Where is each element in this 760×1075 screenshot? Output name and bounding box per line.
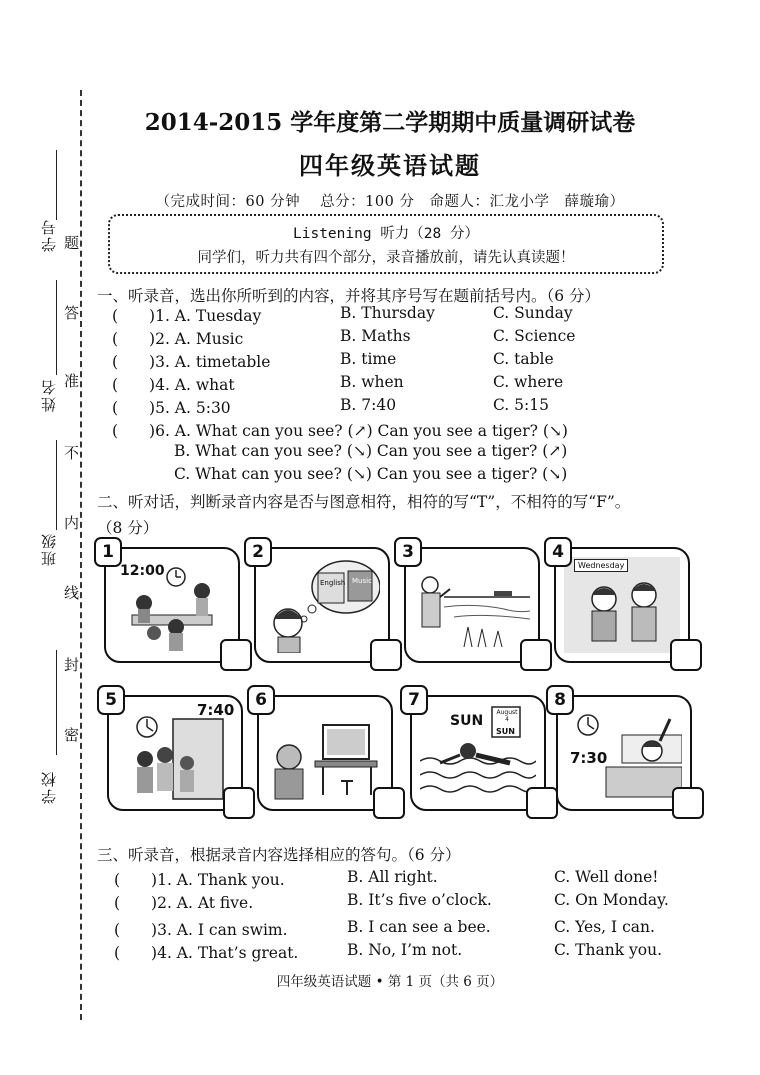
s3-q2-c: C. On Monday. [554, 891, 669, 909]
s1-q1-a[interactable]: ( )1. A. Tuesday [112, 307, 262, 325]
picture-6 [255, 690, 393, 811]
picture-7-calendar-day: SUN [496, 727, 515, 736]
picture-8-answer-box[interactable] [672, 787, 704, 819]
s1-q3-b: B. time [340, 350, 397, 368]
s1-q6-c: C. What can you see? (↘) Can you see a tiger? (↘) [174, 465, 568, 483]
listening-title: Listening 听力（28 分） [293, 226, 479, 242]
picture-7 [408, 690, 546, 811]
s1-q4-b: B. when [340, 373, 404, 391]
picture-7-sun-label: SUN [450, 713, 484, 729]
name-label: 姓名 [40, 378, 58, 412]
s1-q5-c: C. 5:15 [493, 396, 549, 414]
picture-2-answer-box[interactable] [370, 639, 402, 671]
picture-5-answer-box[interactable] [223, 787, 255, 819]
s3-q1-b: B. All right. [347, 868, 438, 886]
s1-q4-c: C. where [493, 373, 564, 391]
picture-2-book-label-2: Music [352, 577, 372, 585]
class-label: 班级 [40, 532, 58, 566]
picture-7-number: 7 [400, 685, 428, 715]
picture-6-answer-box[interactable] [373, 787, 405, 819]
picture-8 [554, 690, 692, 811]
exam-title: 2014-2015 学年度第二学期期中质量调研试卷 [144, 109, 636, 136]
listening-instruction: 同学们，听力共有四个部分，录音播放前，请先认真读题！ [197, 250, 575, 266]
s3-q4-c: C. Thank you. [554, 941, 663, 959]
s1-q6-a[interactable]: ( )6. A. What can you see? (↗) Can you see a tiger? (↘) [112, 422, 568, 440]
picture-8-time-label: 7:30 [570, 749, 608, 767]
school-door-image [117, 705, 233, 801]
section2-points: （8 分） [97, 519, 159, 537]
s1-q5-a[interactable]: ( )5. A. 5:30 [112, 399, 231, 417]
picture-2 [252, 542, 390, 663]
s1-q3-c: C. table [493, 350, 554, 368]
picture-1-answer-box[interactable] [220, 639, 252, 671]
picture-7-answer-box[interactable] [526, 787, 558, 819]
picture-2-number: 2 [244, 537, 272, 567]
picture-1-number: 1 [94, 537, 122, 567]
exam-info: （完成时间：60 分钟 总分：100 分 命题人：汇龙小学 薛璇瑜） [155, 194, 625, 210]
section1-heading: 一、听录音，选出你所听到的内容，并将其序号写在题前括号内。（6 分） [97, 287, 601, 305]
s1-q2-c: C. Science [493, 327, 576, 345]
watching-tv-image [267, 705, 383, 801]
s3-q4-b: B. No, I’m not. [347, 941, 463, 959]
binding-dashed-line [80, 90, 82, 1020]
s1-q6-b: B. What can you see? (↘) Can you see a tiger? (↗) [174, 442, 568, 460]
student-id-label: 学号 [40, 218, 58, 252]
picture-1 [102, 542, 240, 663]
exam-subtitle: 四年级英语试题 [299, 152, 481, 180]
seal-char: 答 [64, 304, 80, 322]
s1-q1-b: B. Thursday [340, 304, 435, 322]
seal-char: 题 [64, 234, 80, 252]
s1-q4-a[interactable]: ( )4. A. what [112, 376, 235, 394]
river-scene-image [414, 557, 530, 653]
seal-char: 不 [64, 444, 80, 462]
s3-q2-a[interactable]: ( )2. A. At five. [114, 894, 254, 912]
picture-4-day-label: Wednesday [574, 559, 628, 572]
picture-4-number: 4 [544, 537, 572, 567]
picture-6-number: 6 [247, 685, 275, 715]
s1-q5-b: B. 7:40 [340, 396, 397, 414]
s3-q3-c: C. Yes, I can. [554, 918, 655, 936]
s1-q2-a[interactable]: ( )2. A. Music [112, 330, 244, 348]
seal-char: 内 [64, 514, 80, 532]
picture-8-number: 8 [546, 685, 574, 715]
seal-char: 封 [64, 656, 80, 674]
picture-7-date-label: August 4 [496, 709, 518, 723]
class-line [56, 440, 57, 530]
listening-notice-box [108, 214, 664, 274]
section2-heading: 二、听对话，判断录音内容是否与图意相符，相符的写“T”，不相符的写“F”。 [97, 493, 631, 511]
s1-q1-c: C. Sunday [493, 304, 573, 322]
s3-q1-a[interactable]: ( )1. A. Thank you. [114, 871, 285, 889]
picture-3-number: 3 [394, 537, 422, 567]
picture-4-answer-box[interactable] [670, 639, 702, 671]
picture-5-time-label: 7:40 [197, 701, 235, 719]
seal-char: 密 [64, 726, 80, 744]
s3-q1-c: C. Well done! [554, 868, 659, 886]
s3-q4-a[interactable]: ( )4. A. That’s great. [114, 944, 299, 962]
picture-3 [402, 542, 540, 663]
s1-q3-a[interactable]: ( )3. A. timetable [112, 353, 271, 371]
picture-5-number: 5 [97, 685, 125, 715]
page-footer: 四年级英语试题 • 第 1 页（共 6 页） [276, 974, 504, 990]
picture-4 [552, 542, 690, 663]
picture-2-book-label-1: English [320, 579, 346, 587]
s3-q2-b: B. It’s five o’clock. [347, 891, 492, 909]
school-line [56, 650, 57, 755]
section3-heading: 三、听录音，根据录音内容选择相应的答句。（6 分） [97, 846, 461, 864]
seal-char: 准 [64, 372, 80, 390]
picture-1-clock-label: 12:00 [120, 563, 165, 579]
picture-5 [105, 690, 243, 811]
s1-q2-b: B. Maths [340, 327, 411, 345]
student-id-line [56, 150, 57, 220]
school-label: 学校 [40, 770, 58, 804]
s3-q3-a[interactable]: ( )3. A. I can swim. [114, 921, 288, 939]
s3-q3-b: B. I can see a bee. [347, 918, 491, 936]
subjects-thought-image [264, 557, 380, 653]
seal-char: 线 [64, 584, 80, 602]
name-line [56, 280, 57, 375]
picture-3-answer-box[interactable] [520, 639, 552, 671]
